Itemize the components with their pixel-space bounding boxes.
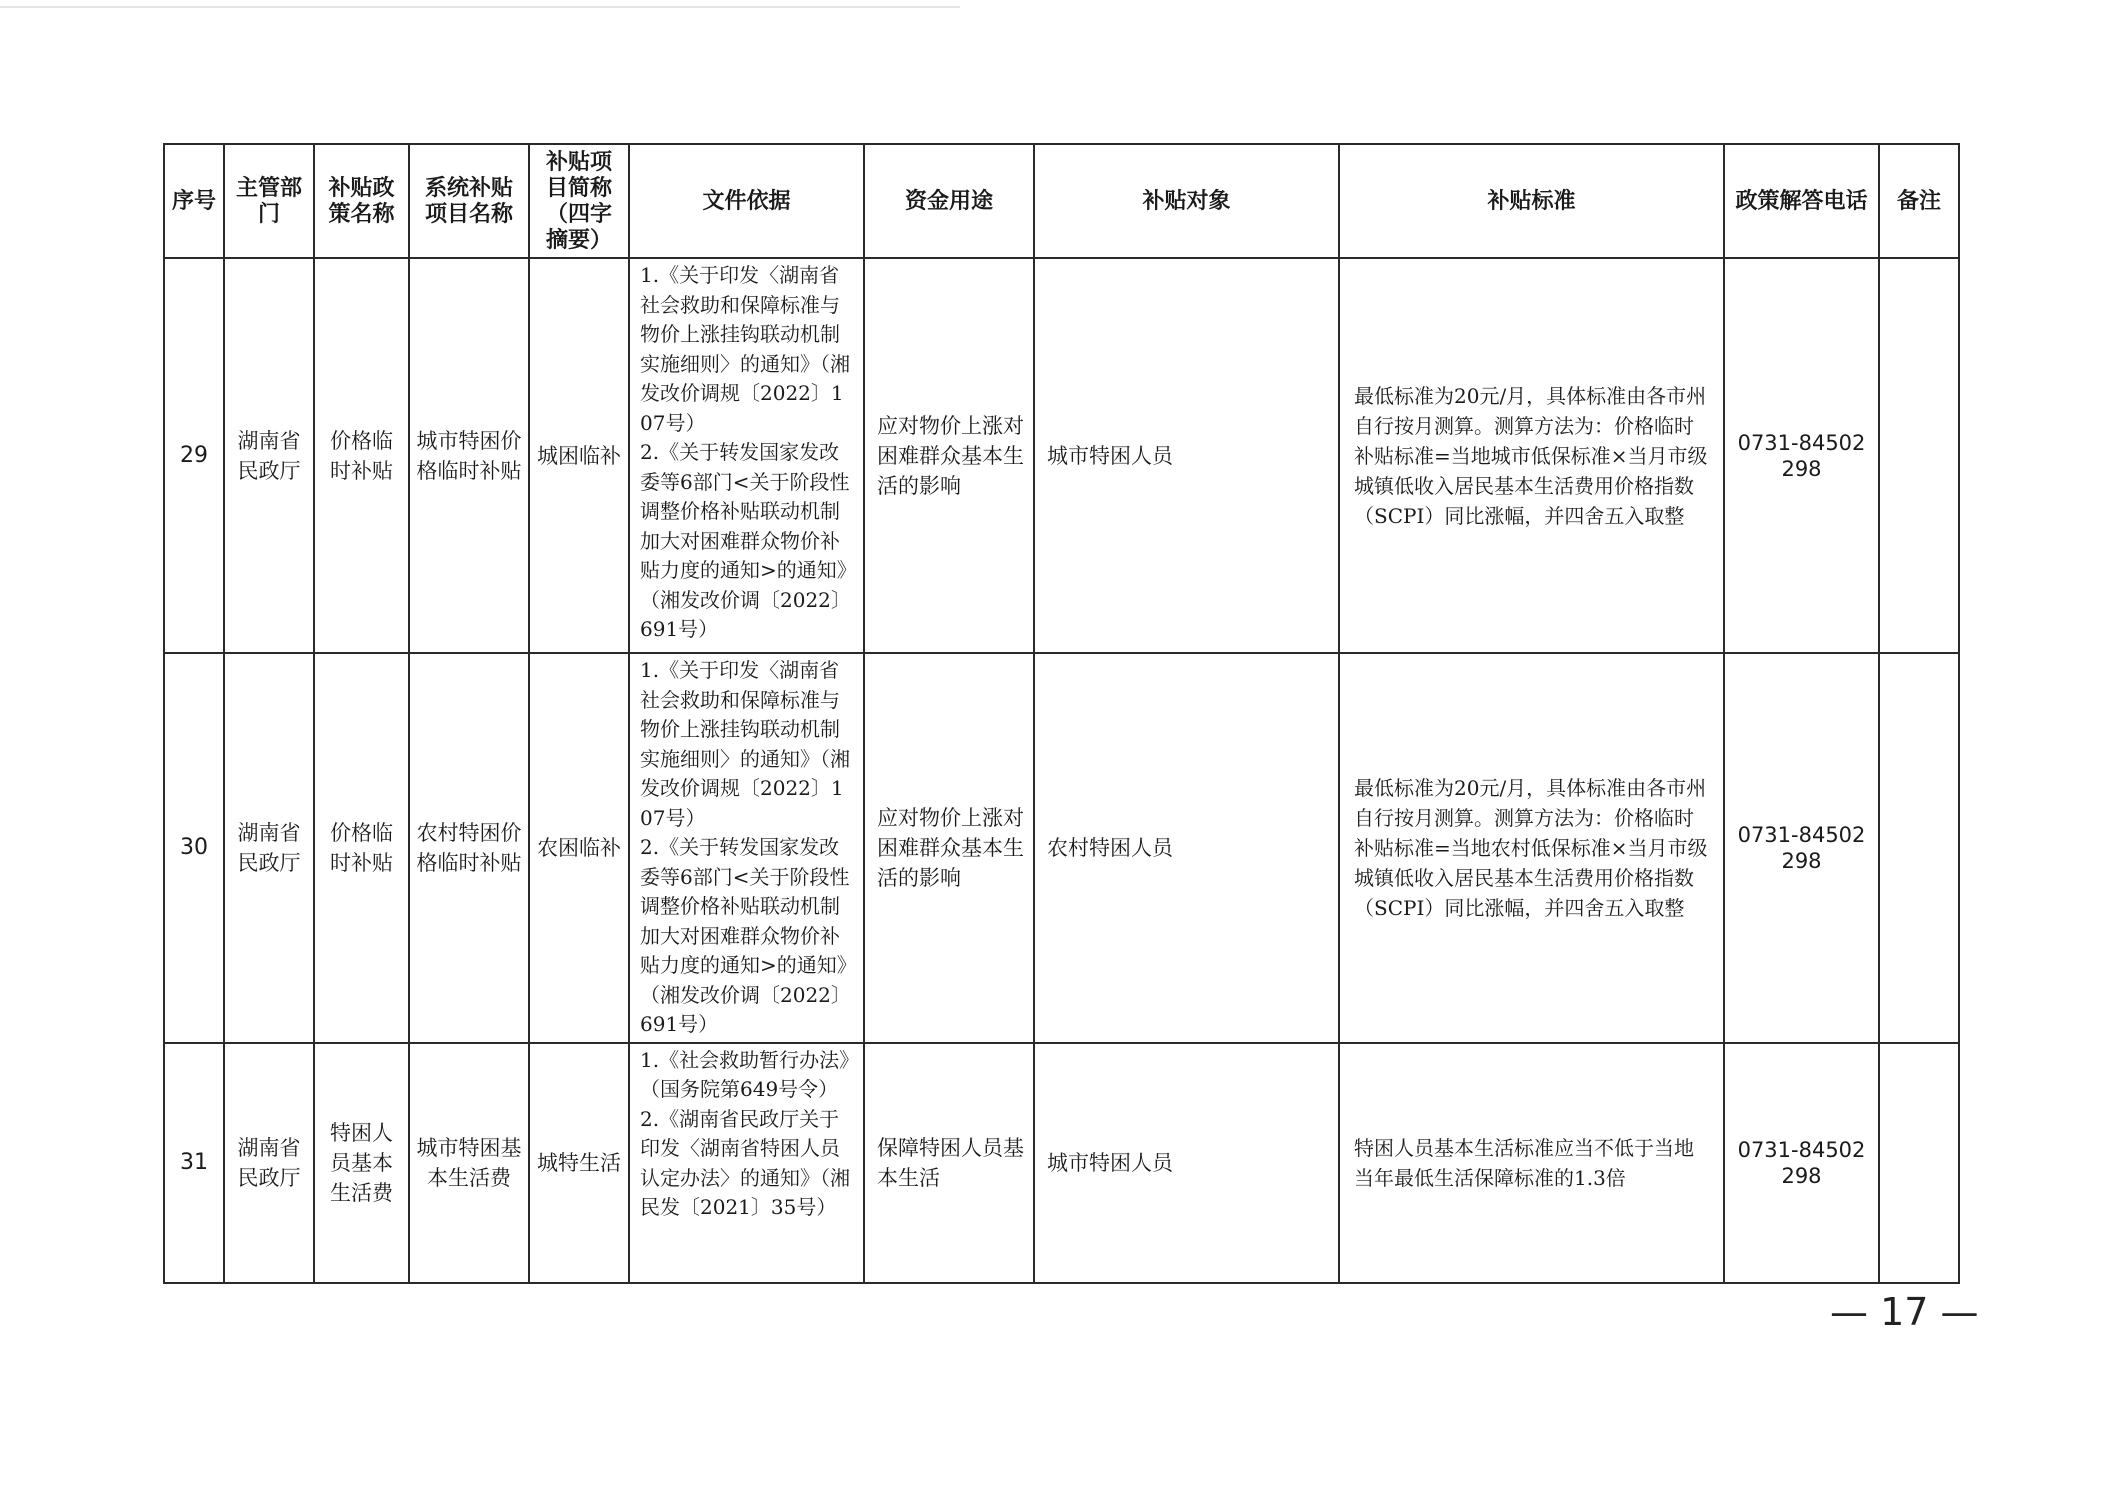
table-row xyxy=(164,653,1959,1043)
table-row xyxy=(164,1043,1959,1283)
cell-abbr: 城困临补 xyxy=(529,258,629,653)
header-policy: 补贴政策名称 xyxy=(314,144,409,258)
header-target: 补贴对象 xyxy=(1034,144,1339,258)
cell-standard: 最低标准为20元/月，具体标准由各市州自行按月测算。测算方法为：价格临时补贴标准=当地城市低保标准×当月市级城镇低收入居民基本生活费用价格指数（SCPI）同比涨幅，并四舍五入取整 xyxy=(1339,258,1724,653)
cell-sysname: 农村特困价格临时补贴 xyxy=(409,653,529,1043)
header-use: 资金用途 xyxy=(864,144,1034,258)
cell-target: 城市特困人员 xyxy=(1034,258,1339,653)
cell-use: 应对物价上涨对困难群众基本生活的影响 xyxy=(864,258,1034,653)
cell-phone: 0731-84502298 xyxy=(1724,1043,1879,1283)
cell-seq: 30 xyxy=(164,653,224,1043)
header-dept: 主管部门 xyxy=(224,144,314,258)
basis-text: 1.《社会救助暂行办法》（国务院第649号令） 2.《湖南省民政厅关于印发〈湖南省特困人员认定办法〉的通知》（湘民发〔2021〕35号） xyxy=(640,1047,850,1219)
subsidy-policy-table xyxy=(163,143,1960,1284)
cell-use: 应对物价上涨对困难群众基本生活的影响 xyxy=(864,653,1034,1043)
cell-sysname: 城市特困基本生活费 xyxy=(409,1043,529,1283)
header-abbr: 补贴项目简称（四字摘要） xyxy=(529,144,629,258)
cell-note xyxy=(1879,258,1959,653)
header-seq: 序号 xyxy=(164,144,224,258)
cell-phone: 0731-84502298 xyxy=(1724,653,1879,1043)
cell-basis xyxy=(629,258,864,653)
header-phone: 政策解答电话 xyxy=(1724,144,1879,258)
cell-policy: 特困人员基本生活费 xyxy=(314,1043,409,1283)
basis-text: 1.《关于印发〈湖南省社会救助和保障标准与物价上涨挂钩联动机制实施细则〉的通知》（湘发改价调规〔2022〕107号） 2.《关于转发国家发改委等6部门<关于阶段性调整价格补贴联动机制加大对困难群众物价补贴力度的通知>的通知》（湘发改价调〔2022〕691号） xyxy=(640,263,851,641)
header-note: 备注 xyxy=(1879,144,1959,258)
cell-dept: 湖南省民政厅 xyxy=(224,653,314,1043)
cell-seq: 29 xyxy=(164,258,224,653)
header-sysname: 系统补贴项目名称 xyxy=(409,144,529,258)
header-standard: 补贴标准 xyxy=(1339,144,1724,258)
table-header-row xyxy=(164,144,1959,258)
cell-target: 农村特困人员 xyxy=(1034,653,1339,1043)
cell-dept: 湖南省民政厅 xyxy=(224,258,314,653)
cell-abbr: 农困临补 xyxy=(529,653,629,1043)
cell-note xyxy=(1879,1043,1959,1283)
cell-seq: 31 xyxy=(164,1043,224,1283)
scan-edge-line xyxy=(0,6,960,8)
page-number: — 17 — xyxy=(1830,1290,1979,1334)
cell-note xyxy=(1879,653,1959,1043)
cell-standard: 特困人员基本生活标准应当不低于当地当年最低生活保障标准的1.3倍 xyxy=(1339,1043,1724,1283)
cell-basis xyxy=(629,1043,864,1283)
cell-policy: 价格临时补贴 xyxy=(314,258,409,653)
cell-standard: 最低标准为20元/月，具体标准由各市州自行按月测算。测算方法为：价格临时补贴标准=当地农村低保标准×当月市级城镇低收入居民基本生活费用价格指数（SCPI）同比涨幅，并四舍五入取整 xyxy=(1339,653,1724,1043)
cell-basis xyxy=(629,653,864,1043)
cell-dept: 湖南省民政厅 xyxy=(224,1043,314,1283)
cell-sysname: 城市特困价格临时补贴 xyxy=(409,258,529,653)
cell-policy: 价格临时补贴 xyxy=(314,653,409,1043)
cell-phone: 0731-84502298 xyxy=(1724,258,1879,653)
basis-text: 1.《关于印发〈湖南省社会救助和保障标准与物价上涨挂钩联动机制实施细则〉的通知》（湘发改价调规〔2022〕107号） 2.《关于转发国家发改委等6部门<关于阶段性调整价格补贴联动机制加大对困难群众物价补贴力度的通知>的通知》（湘发改价调〔2022〕691号） xyxy=(640,658,851,1036)
cell-abbr: 城特生活 xyxy=(529,1043,629,1283)
table-row xyxy=(164,258,1959,653)
header-basis: 文件依据 xyxy=(629,144,864,258)
cell-target: 城市特困人员 xyxy=(1034,1043,1339,1283)
cell-use: 保障特困人员基本生活 xyxy=(864,1043,1034,1283)
